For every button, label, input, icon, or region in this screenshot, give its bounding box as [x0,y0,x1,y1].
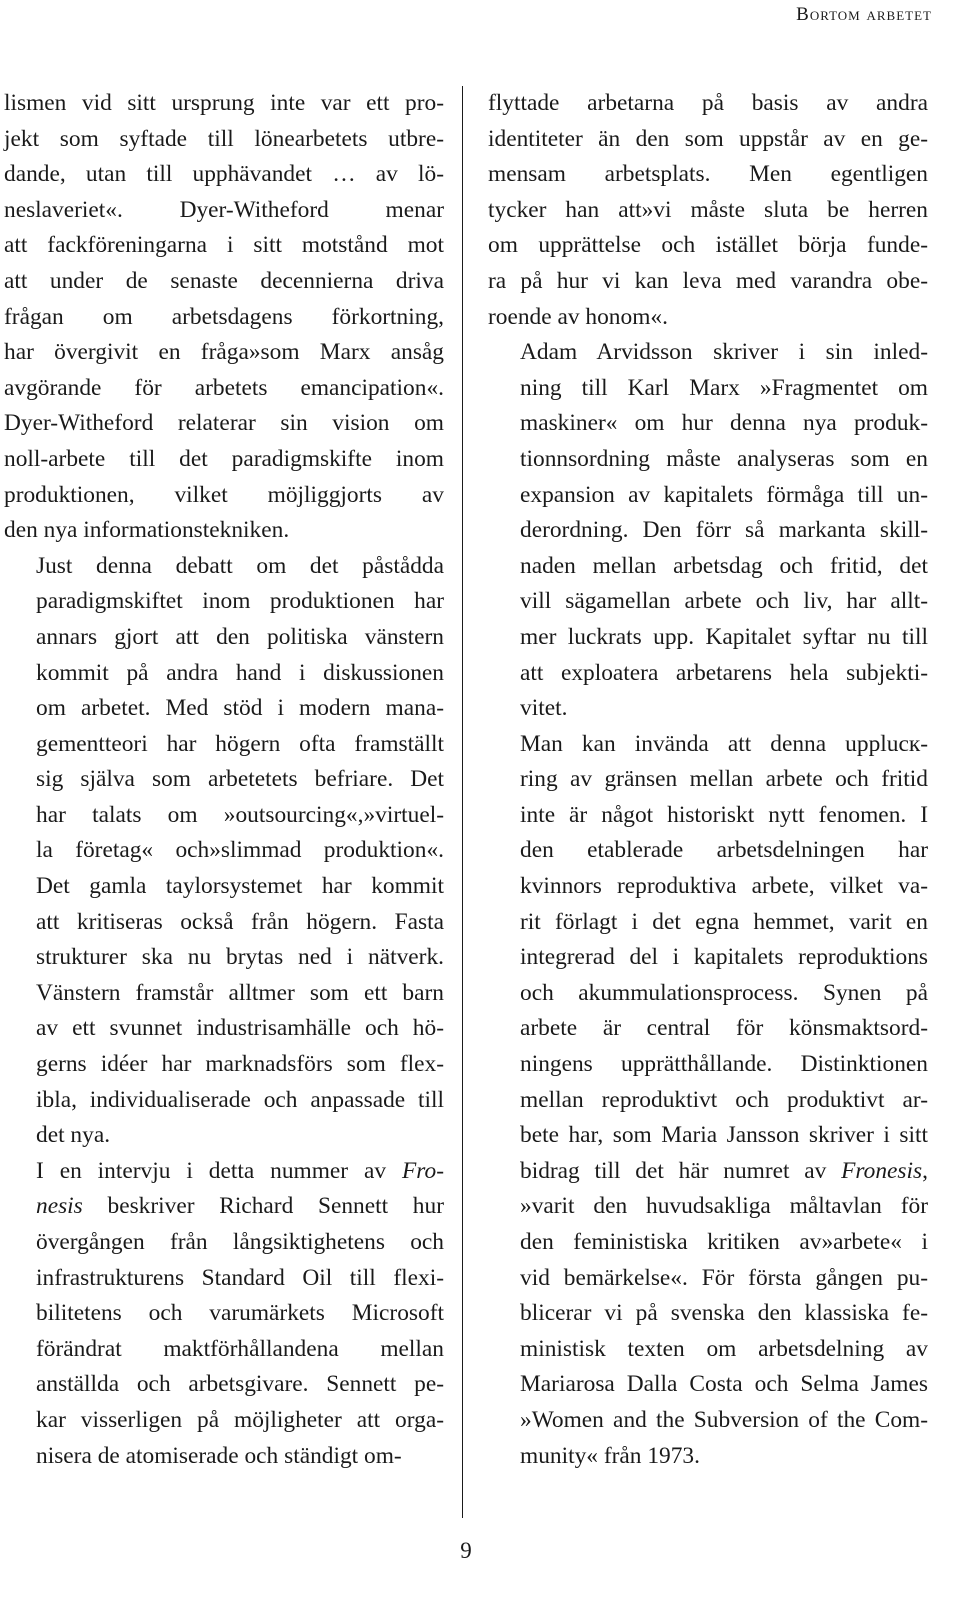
text-line: om upprättelse och istället börja funde- [488,232,928,259]
text-line: derordning. Den förr så markanta skill- [520,517,928,544]
text-line: bilitetens och varumärkets Microsoft [36,1300,444,1327]
text-line: kommit på andra hand i diskussionen [36,659,444,686]
text-line: av ett svunnet industrisamhälle och hö- [36,1015,444,1042]
text-line: flyttade arbetarna på basis av andra [488,90,928,116]
paragraph [4,549,444,1154]
text-line: mer luckrats upp. Kapitalet syftar nu till [520,623,928,650]
text-line: arbete är central för könsmaktsord- [520,1015,928,1042]
text-line: »varit den huvudsakliga måltavlan för [520,1193,928,1220]
text-line: ningens upprätthållande. Distinktionen [520,1051,928,1078]
text-line: infrastrukturens Standard Oil till flexi- [36,1264,444,1291]
paragraph [488,727,928,1474]
text-line: att exploatera arbetarens hela subjekti- [520,659,928,686]
text-line: jekt som syftade till lönearbetets utbre- [4,125,444,152]
text-line: ministisk texten om arbetsdelning av [520,1335,928,1362]
text-line: mellan reproduktivt och produktivt ar- [520,1086,928,1113]
text-line: nesis beskriver Richard Sennett hur [36,1193,444,1220]
text-line: blicerar vi på svenska den klassiska fe- [520,1300,928,1327]
text-line: integrerad del i kapitalets reproduktions [520,944,928,971]
text-line: expansion av kapitalets förmåga till un- [520,481,928,508]
text-line: dande, utan till upphävandet … av lö- [4,161,444,188]
text-line: anställda och arbetsgivare. Sennett pe- [36,1371,444,1398]
page-number: 9 [460,1538,472,1563]
text-line: identiteter än den som uppstår av en ge- [488,125,928,152]
text-line: det nya. [36,1122,111,1149]
text-line: tycker han att»vi måste sluta be herren [488,196,928,223]
text-line: Adam Arvidsson skriver i sin inled- [520,339,928,366]
right-column [488,86,928,1474]
text-line: neslaveriet«. Dyer-Witheford menar [4,196,444,223]
text-line: strukturer ska nu brytas ned i nätverk. [36,944,444,971]
text-line: att kritiseras också från högern. Fasta [36,908,444,935]
text-line: att fackföreningarna i sitt motstånd mot [4,232,444,259]
running-head: Bortom arbetet [796,4,932,25]
text-line: annars gjort att den politiska vänstern [36,623,444,650]
text-line: lismen vid sitt ursprung inte var ett pro- [4,90,444,116]
text-line: ring av gränsen mellan arbete och fritid [520,766,928,793]
text-line: I en intervju i detta nummer av Fro- [36,1157,444,1184]
paragraph [4,1154,444,1474]
text-line: har övergivit en fråga»som Marx ansåg [4,339,444,366]
text-line: noll-arbete till det paradigmskifte inom [4,445,444,472]
text-line: ibla, individualiserade och anpassade till [36,1086,444,1113]
text-line: sig själva som arbetetets befriare. Det [36,766,444,793]
text-line: har talats om »outsourcing«,»virtuel- [36,801,444,828]
paragraph [4,86,444,549]
text-line: la företag« och»slimmad produktion«. [36,837,444,864]
text-line: Man kan invända att denna upplucк- [520,730,928,757]
text-line: nisera de atomiserade och ständigt om- [36,1442,402,1469]
text-line: vitet. [520,695,568,722]
text-line: kar visserligen på möjligheter att orga- [36,1406,444,1433]
text-line: vill sägamellan arbete och liv, har allt- [520,588,928,615]
text-line: den nya informationstekniken. [4,517,290,544]
text-line: roende av honom«. [488,303,668,330]
text-line: den feministiska kritiken av»arbete« i [520,1229,928,1255]
text-line: inte är något historiskt nytt fenomen. I [520,801,928,828]
text-line: vid bemärkelse«. För första gången pu- [520,1264,928,1291]
text-line: rit förlagt i det egna hemmet, varit en [520,908,928,935]
text-line: gerns idéer har marknadsförs som flex- [36,1051,444,1078]
text-line: och akummulationsprocess. Synen på [520,979,928,1006]
paragraph [488,335,928,727]
text-line: mensam arbetsplats. Men egentligen [488,161,928,188]
text-line: »Women and the Subversion of the Com- [520,1406,928,1433]
text-line: kvinnors reproduktiva arbete, vilket va- [520,873,928,900]
left-column [4,86,444,1474]
text-line: Just denna debatt om det påstådda [36,552,444,579]
text-line: ning till Karl Marx »Fragmentet om [520,374,928,401]
text-line: förändrat maktförhållandena mellan [36,1335,444,1362]
text-line: gementteori har högern ofta framställt [36,730,444,757]
text-line: tionnsordning måste analyseras som en [520,445,928,472]
text-line: munity« från 1973. [520,1442,700,1469]
text-line: Mariarosa Dalla Costa och Selma James [520,1371,928,1398]
text-line: ra på hur vi kan leva med varandra obe- [488,267,928,294]
text-line: frågan om arbetsdagens förkortning, [4,303,444,330]
text-line: om arbetet. Med stöd i modern mana- [36,695,444,722]
text-line: Det gamla taylorsystemet har kommit [36,873,444,900]
column-divider [462,86,463,1518]
text-line: bidrag till det här numret av Fronesis, [520,1157,928,1184]
text-line: Dyer-Witheford relaterar sin vision om [4,410,444,437]
text-line: den etablerade arbetsdelningen har [520,837,928,864]
text-line: naden mellan arbetsdag och fritid, det [520,552,928,579]
text-line: övergången från långsiktighetens och [36,1229,444,1255]
text-line: paradigmskiftet inom produktionen har [36,588,444,615]
paragraph [488,86,928,335]
text-line: avgörande för arbetets emancipation«. [4,374,444,401]
text-line: produktionen, vilket möjliggjorts av [4,481,444,508]
text-line: bete har, som Maria Jansson skriver i sitt [520,1122,928,1149]
text-line: att under de senaste decennierna driva [4,267,444,294]
text-line: maskiner« om hur denna nya produk- [520,410,928,437]
text-line: Vänstern framstår alltmer som ett barn [36,979,444,1006]
